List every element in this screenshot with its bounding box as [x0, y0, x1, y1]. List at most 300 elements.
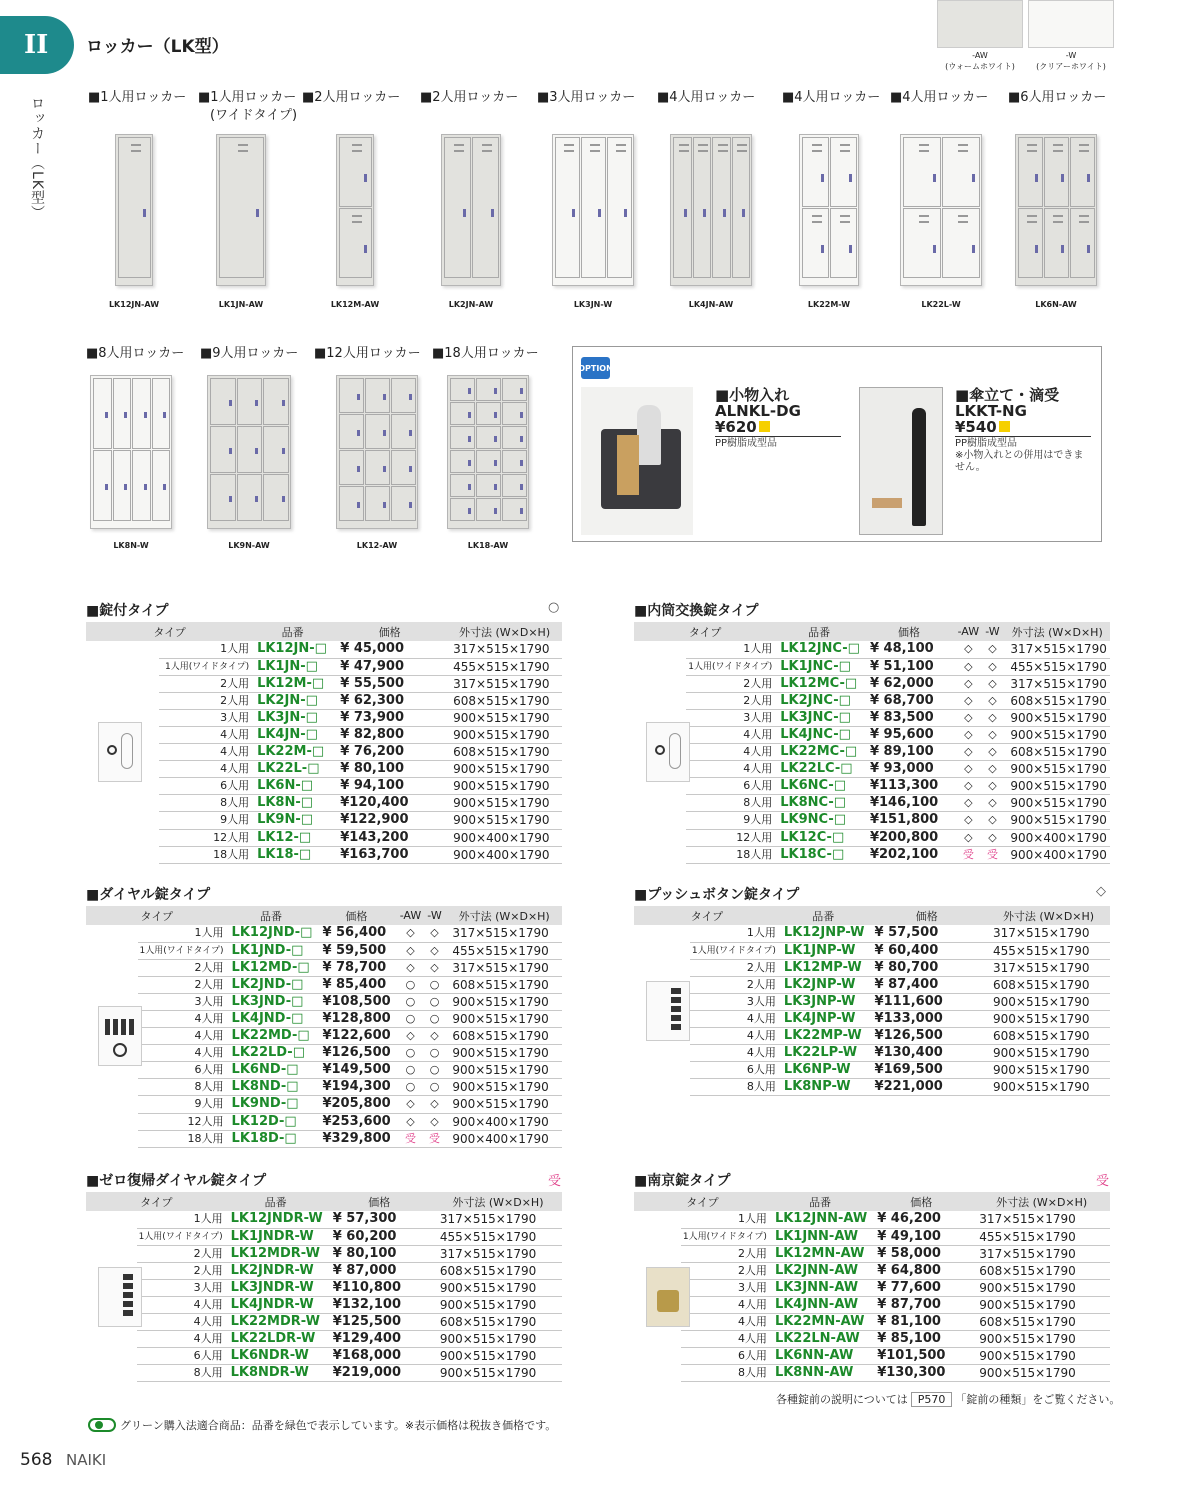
size-cell: 608×515×1790	[434, 1314, 562, 1331]
type-cell: 4人用	[138, 1010, 228, 1027]
type-cell: 2人用	[159, 692, 253, 709]
type-cell: 4人用	[690, 1028, 780, 1045]
locker-door	[476, 426, 501, 449]
type-cell: 4人用	[686, 761, 776, 778]
green-mark-icon	[88, 1418, 116, 1432]
price-cell: ¥130,400	[867, 1045, 988, 1062]
code-cell: LK8ND-□	[228, 1079, 315, 1096]
section-title: ■内筒交換錠タイプ	[634, 603, 759, 619]
code-cell: LK2JND-□	[228, 976, 315, 993]
locker-door	[113, 378, 132, 449]
code-cell: LK6NDR-W	[227, 1348, 325, 1365]
price-cell: ¥ 73,900	[332, 709, 447, 726]
table-row	[634, 658, 1110, 675]
lock-thumbnail	[98, 1006, 142, 1066]
price-cell: ¥ 82,800	[332, 726, 447, 743]
size-cell: 900×515×1790	[973, 1331, 1110, 1348]
price-table	[634, 1192, 1110, 1382]
locker-image	[1015, 134, 1097, 286]
col-header: 品番	[780, 906, 867, 925]
w-cell: ◇	[423, 1096, 447, 1113]
locker-door	[673, 137, 692, 278]
size-cell: 900×515×1790	[434, 1296, 562, 1313]
size-cell: 900×515×1790	[434, 1331, 562, 1348]
type-cell: 1人用(ワイドタイプ)	[137, 1228, 227, 1245]
locker-image	[670, 134, 752, 286]
price-cell: ¥168,000	[325, 1348, 434, 1365]
code-cell: LK9N-□	[253, 812, 332, 829]
code-cell: LK18D-□	[228, 1130, 315, 1147]
w-cell: ◇	[981, 778, 1005, 795]
price-cell: ¥ 80,100	[332, 761, 447, 778]
col-header: タイプ	[634, 906, 780, 925]
aw-cell: ○	[398, 1062, 422, 1079]
locker-door	[1070, 137, 1095, 207]
locker-door	[476, 474, 501, 497]
size-cell: 900×515×1790	[446, 1096, 562, 1113]
table-row	[86, 1211, 562, 1228]
table-row	[86, 993, 562, 1010]
table-row	[634, 812, 1110, 829]
type-cell: 1人用(ワイドタイプ)	[686, 658, 776, 675]
w-cell: ◇	[981, 675, 1005, 692]
aw-cell: ◇	[956, 778, 981, 795]
locker-door	[1044, 137, 1069, 207]
size-cell: 608×515×1790	[434, 1262, 562, 1279]
locker-door	[219, 137, 264, 278]
table-row	[634, 1211, 1110, 1228]
code-cell: LK18C-□	[776, 846, 862, 863]
code-cell: LK3JNC-□	[776, 709, 862, 726]
locker-door	[210, 378, 236, 425]
code-cell: LK4JNN-AW	[771, 1296, 869, 1313]
size-cell: 900×515×1790	[987, 1079, 1110, 1096]
locker-model: LK8N-W	[113, 541, 149, 550]
code-cell: LK12D-□	[228, 1113, 315, 1130]
price-cell: ¥ 93,000	[862, 761, 956, 778]
code-cell: LK22LD-□	[228, 1045, 315, 1062]
table-row	[634, 1010, 1110, 1027]
type-cell: 4人用	[138, 1045, 228, 1062]
code-cell: LK6NN-AW	[771, 1348, 869, 1365]
locker-heading: ■2人用ロッカー	[302, 90, 401, 105]
locker-image	[799, 134, 859, 286]
code-cell: LK1JNDR-W	[227, 1228, 325, 1245]
code-cell: LK12JN-□	[253, 641, 332, 658]
price-cell: ¥221,000	[867, 1079, 988, 1096]
locker-image	[207, 375, 291, 529]
aw-cell: ◇	[398, 959, 422, 976]
code-cell: LK1JNP-W	[780, 942, 867, 959]
section-mark: 受	[548, 1174, 562, 1189]
col-header: 品番	[228, 906, 315, 925]
table-row	[634, 1079, 1110, 1096]
aw-cell: ◇	[956, 709, 981, 726]
locker-door	[502, 378, 527, 401]
type-cell: 9人用	[686, 812, 776, 829]
price-cell: ¥ 62,300	[332, 692, 447, 709]
price-cell: ¥ 78,700	[314, 959, 398, 976]
locker-image	[115, 134, 153, 286]
code-cell: LK22LP-W	[780, 1045, 867, 1062]
locker-model: LK6N-AW	[1035, 300, 1077, 309]
price-cell: ¥ 76,200	[332, 744, 447, 761]
aw-cell: ◇	[398, 1096, 422, 1113]
option-divider-2	[955, 436, 1091, 437]
code-cell: LK3JN-□	[253, 709, 332, 726]
locker-door	[365, 414, 390, 449]
locker-door	[502, 426, 527, 449]
size-cell: 900×515×1790	[447, 778, 562, 795]
locker-door	[450, 450, 475, 473]
table-row	[634, 1228, 1110, 1245]
code-cell: LK12MN-AW	[771, 1245, 869, 1262]
type-cell: 4人用	[686, 744, 776, 761]
price-cell: ¥126,500	[314, 1045, 398, 1062]
table-row	[634, 993, 1110, 1010]
col-header: タイプ	[634, 1192, 771, 1211]
locker-door	[365, 486, 390, 521]
locker-image	[552, 134, 634, 286]
section-title: ■ダイヤル錠タイプ	[86, 887, 211, 903]
locker-door	[391, 450, 416, 485]
size-cell: 317×515×1790	[434, 1211, 562, 1228]
size-cell: 608×515×1790	[447, 744, 562, 761]
price-cell: ¥146,100	[862, 795, 956, 812]
locker-door	[263, 426, 289, 473]
locker-door	[118, 137, 151, 278]
locker-door	[607, 137, 632, 278]
code-cell: LK4JNDR-W	[227, 1296, 325, 1313]
type-cell: 3人用	[681, 1279, 771, 1296]
w-cell: ○	[423, 976, 447, 993]
col-header: 価格	[332, 622, 447, 641]
size-cell: 900×515×1790	[446, 993, 562, 1010]
table-row	[86, 1365, 562, 1382]
type-cell: 12人用	[159, 829, 253, 846]
locker-door	[1018, 137, 1043, 207]
price-cell: ¥ 58,000	[869, 1245, 973, 1262]
locker-door	[1018, 208, 1043, 278]
locker-model: LK22M-W	[807, 300, 851, 309]
green-purchase-note: グリーン購入法適合商品：品番を緑色で表示しています。※表示価格は税抜き価格です。	[88, 1417, 556, 1433]
code-cell: LK6NP-W	[780, 1062, 867, 1079]
w-cell: ◇	[423, 1028, 447, 1045]
section-title: ■プッシュボタン錠タイプ	[634, 887, 800, 903]
type-cell: 1人用	[137, 1211, 227, 1228]
price-table	[634, 622, 1110, 864]
section-title: ■南京錠タイプ	[634, 1173, 731, 1189]
locker-model: LK1JN-AW	[218, 300, 264, 309]
locker-door	[802, 208, 829, 278]
locker-door	[802, 137, 829, 207]
price-cell: ¥110,800	[325, 1279, 434, 1296]
table-row	[86, 1331, 562, 1348]
price-cell: ¥ 45,000	[332, 641, 447, 658]
type-cell: 2人用	[690, 959, 780, 976]
locker-door	[210, 474, 236, 521]
lock-thumb-cell	[634, 925, 690, 1096]
type-cell: 8人用	[138, 1079, 228, 1096]
size-cell: 317×515×1790	[1004, 641, 1110, 658]
code-cell: LK2JNC-□	[776, 692, 862, 709]
aw-cell: ○	[398, 1079, 422, 1096]
price-cell: ¥ 55,500	[332, 675, 447, 692]
size-cell: 608×515×1790	[446, 1028, 562, 1045]
code-cell: LK12JND-□	[228, 925, 315, 942]
size-cell: 900×515×1790	[1004, 812, 1110, 829]
type-cell: 18人用	[159, 846, 253, 863]
table-row	[634, 1028, 1110, 1045]
locker-door	[339, 378, 364, 413]
size-cell: 608×515×1790	[1004, 692, 1110, 709]
aw-cell: ◇	[956, 829, 981, 846]
price-cell: ¥ 89,100	[862, 744, 956, 761]
code-cell: LK22MD-□	[228, 1028, 315, 1045]
table-row	[86, 959, 562, 976]
price-cell: ¥108,500	[314, 993, 398, 1010]
col-header: -AW	[398, 906, 422, 925]
locker-door	[830, 137, 857, 207]
code-cell: LK1JND-□	[228, 942, 315, 959]
size-cell: 900×515×1790	[1004, 709, 1110, 726]
code-cell: LK12JNDR-W	[227, 1211, 325, 1228]
size-cell: 900×515×1790	[446, 1010, 562, 1027]
size-cell: 455×515×1790	[446, 942, 562, 959]
table-row	[634, 942, 1110, 959]
col-header: タイプ	[86, 906, 228, 925]
size-cell: 900×515×1790	[446, 1079, 562, 1096]
aw-cell: 受	[956, 846, 981, 863]
w-cell: ○	[423, 1062, 447, 1079]
swatch-aw-label: -AW (ウォームホワイト)	[945, 51, 1015, 71]
price-cell: ¥ 49,100	[869, 1228, 973, 1245]
aw-cell: ◇	[956, 726, 981, 743]
code-cell: LK12MD-□	[228, 959, 315, 976]
locker-door	[1070, 208, 1095, 278]
col-header: タイプ	[634, 622, 776, 641]
table-row	[634, 846, 1110, 863]
code-cell: LK12MDR-W	[227, 1245, 325, 1262]
code-cell: LK1JN-□	[253, 658, 332, 675]
size-cell: 900×515×1790	[973, 1296, 1110, 1313]
locker-door	[450, 378, 475, 401]
locker-door	[830, 208, 857, 278]
type-cell: 1人用	[681, 1211, 771, 1228]
type-cell: 4人用	[159, 761, 253, 778]
table-row	[86, 925, 562, 942]
aw-cell: ◇	[398, 1113, 422, 1130]
code-cell: LK12JNN-AW	[771, 1211, 869, 1228]
price-cell: ¥329,800	[314, 1130, 398, 1147]
price-cell: ¥ 57,300	[325, 1211, 434, 1228]
price-cell: ¥ 60,400	[867, 942, 988, 959]
aw-cell: ○	[398, 1045, 422, 1062]
price-cell: ¥122,900	[332, 812, 447, 829]
size-cell: 317×515×1790	[446, 925, 562, 942]
option-badge: OPTION	[581, 357, 610, 379]
col-header: 価格	[869, 1192, 973, 1211]
type-cell: 1人用	[159, 641, 253, 658]
locker-door	[450, 498, 475, 521]
table-row	[634, 925, 1110, 942]
option-organizer-note: PP樹脂成型品	[715, 438, 778, 449]
code-cell: LK3JND-□	[228, 993, 315, 1010]
type-cell: 1人用(ワイドタイプ)	[159, 658, 253, 675]
size-cell: 900×400×1790	[1004, 829, 1110, 846]
size-cell: 900×515×1790	[446, 1045, 562, 1062]
price-cell: ¥202,100	[862, 846, 956, 863]
col-header: 品番	[253, 622, 332, 641]
lock-thumb-cell	[86, 641, 159, 863]
table-row	[634, 692, 1110, 709]
price-cell: ¥ 68,700	[862, 692, 956, 709]
section-mark: ◇	[1096, 884, 1106, 899]
w-cell: ◇	[981, 829, 1005, 846]
chapter-tab	[0, 16, 74, 74]
w-cell: ◇	[981, 795, 1005, 812]
table-row	[634, 1262, 1110, 1279]
price-cell: ¥ 60,200	[325, 1228, 434, 1245]
price-cell: ¥ 87,700	[869, 1296, 973, 1313]
locker-door	[391, 486, 416, 521]
price-cell: ¥125,500	[325, 1314, 434, 1331]
size-cell: 608×515×1790	[447, 692, 562, 709]
size-cell: 317×515×1790	[447, 641, 562, 658]
size-cell: 455×515×1790	[434, 1228, 562, 1245]
code-cell: LK22LDR-W	[227, 1331, 325, 1348]
price-cell: ¥149,500	[314, 1062, 398, 1079]
size-cell: 900×515×1790	[1004, 726, 1110, 743]
price-cell: ¥163,700	[332, 846, 447, 863]
table-row	[86, 1096, 562, 1113]
locker-door	[581, 137, 606, 278]
code-cell: LK2JNDR-W	[227, 1262, 325, 1279]
type-cell: 8人用	[137, 1365, 227, 1382]
locker-heading: ■3人用ロッカー	[537, 90, 636, 105]
locker-door	[476, 378, 501, 401]
code-cell: LK8NC-□	[776, 795, 862, 812]
type-cell: 4人用	[159, 726, 253, 743]
col-header: 品番	[771, 1192, 869, 1211]
table-row	[86, 1045, 562, 1062]
locker-door	[210, 426, 236, 473]
code-cell: LK22MC-□	[776, 744, 862, 761]
code-cell: LK8N-□	[253, 795, 332, 812]
type-cell: 2人用	[138, 959, 228, 976]
locker-door	[237, 378, 263, 425]
type-cell: 4人用	[686, 726, 776, 743]
type-cell: 2人用	[686, 692, 776, 709]
w-cell: 受	[423, 1130, 447, 1147]
col-header: -W	[981, 622, 1005, 641]
price-cell: ¥ 95,600	[862, 726, 956, 743]
code-cell: LK8NP-W	[780, 1079, 867, 1096]
lock-thumbnail	[98, 722, 142, 782]
price-table	[86, 906, 562, 1148]
type-cell: 1人用	[686, 641, 776, 658]
code-cell: LK1JNC-□	[776, 658, 862, 675]
table-row	[634, 675, 1110, 692]
size-cell: 900×515×1790	[434, 1348, 562, 1365]
code-cell: LK22M-□	[253, 744, 332, 761]
table-row	[86, 1314, 562, 1331]
aw-cell: ◇	[956, 761, 981, 778]
locker-door	[502, 498, 527, 521]
page-title: ロッカー（LK型）	[86, 37, 229, 57]
locker-door	[942, 137, 980, 207]
price-cell: ¥ 51,100	[862, 658, 956, 675]
locker-door	[712, 137, 731, 278]
code-cell: LK12-□	[253, 829, 332, 846]
type-cell: 4人用	[159, 744, 253, 761]
w-cell: ○	[423, 1010, 447, 1027]
locker-heading: ■18人用ロッカー	[432, 346, 539, 361]
col-header: 外寸法 (W×D×H)	[446, 906, 562, 925]
locker-heading: ■4人用ロッカー	[782, 90, 881, 105]
locker-door	[903, 208, 941, 278]
size-cell: 900×515×1790	[1004, 778, 1110, 795]
price-cell: ¥120,400	[332, 795, 447, 812]
price-cell: ¥129,400	[325, 1331, 434, 1348]
code-cell: LK12JNC-□	[776, 641, 862, 658]
size-cell: 608×515×1790	[1004, 744, 1110, 761]
price-cell: ¥194,300	[314, 1079, 398, 1096]
type-cell: 2人用	[137, 1245, 227, 1262]
size-cell: 608×515×1790	[973, 1314, 1110, 1331]
locker-model: LK12JN-AW	[108, 300, 160, 309]
type-cell: 6人用	[686, 778, 776, 795]
locker-door	[942, 208, 980, 278]
locker-door	[237, 426, 263, 473]
w-cell: ◇	[981, 709, 1005, 726]
locker-door	[113, 450, 132, 521]
table-row	[634, 1331, 1110, 1348]
w-cell: 受	[981, 846, 1005, 863]
code-cell: LK22LC-□	[776, 761, 862, 778]
locker-door	[365, 378, 390, 413]
lock-thumbnail	[646, 722, 690, 782]
price-cell: ¥ 85,400	[314, 976, 398, 993]
type-cell: 2人用	[681, 1262, 771, 1279]
table-row	[634, 1045, 1110, 1062]
price-table	[634, 906, 1110, 1096]
col-header: 外寸法 (W×D×H)	[447, 622, 562, 641]
locker-door	[450, 426, 475, 449]
table-row	[634, 641, 1110, 658]
table-row	[634, 709, 1110, 726]
locker-door	[237, 474, 263, 521]
w-cell: ◇	[981, 641, 1005, 658]
option-box	[572, 346, 1102, 542]
swatch-aw	[937, 0, 1023, 48]
locker-model: LK12-AW	[356, 541, 398, 550]
price-cell: ¥130,300	[869, 1365, 973, 1382]
size-cell: 317×515×1790	[447, 675, 562, 692]
type-cell: 1人用	[138, 925, 228, 942]
aw-cell: 受	[398, 1130, 422, 1147]
price-cell: ¥126,500	[867, 1028, 988, 1045]
code-cell: LK22MP-W	[780, 1028, 867, 1045]
locker-heading: ■1人用ロッカー (ワイドタイプ)	[198, 90, 298, 123]
type-cell: 4人用	[137, 1331, 227, 1348]
code-cell: LK22MN-AW	[771, 1314, 869, 1331]
table-row	[86, 1028, 562, 1045]
price-table	[86, 622, 562, 864]
col-header: 価格	[314, 906, 398, 925]
type-cell: 4人用	[681, 1331, 771, 1348]
aw-cell: ◇	[398, 942, 422, 959]
